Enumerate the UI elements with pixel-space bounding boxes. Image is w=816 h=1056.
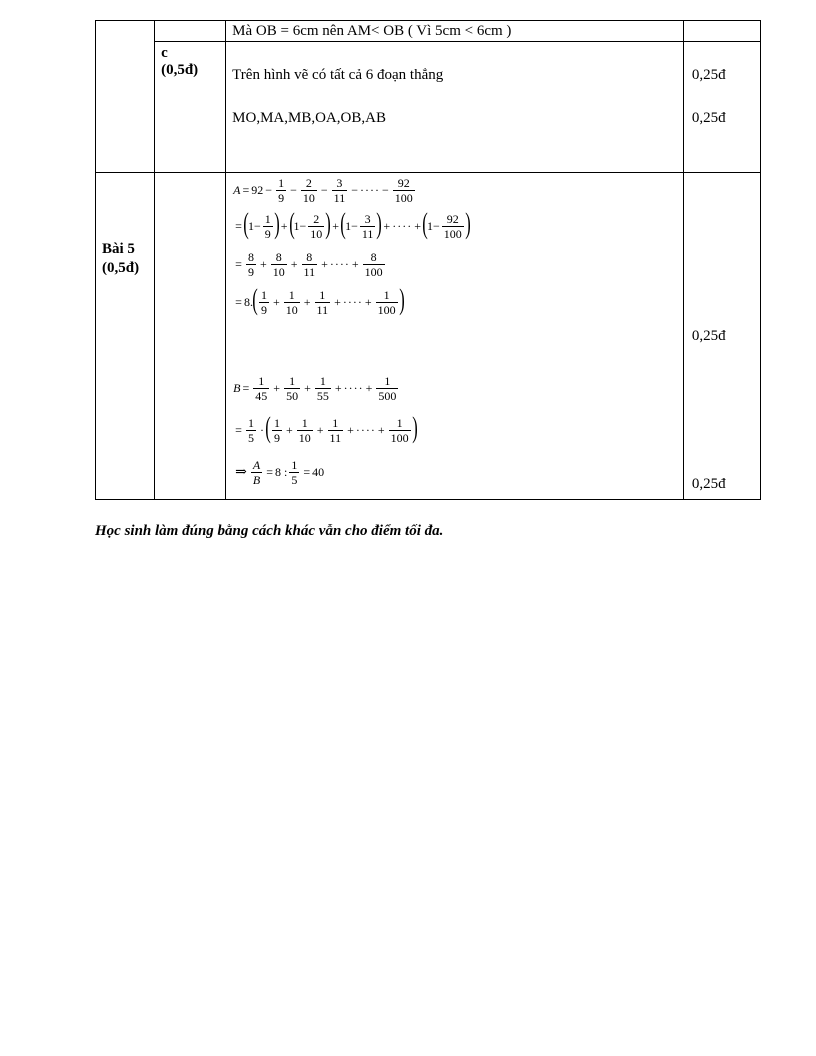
problem-points: (0,5đ) xyxy=(102,260,140,276)
problem-label: Bài 5 xyxy=(102,241,135,257)
score-1: 0,25đ xyxy=(691,67,726,83)
answer-table xyxy=(95,20,761,500)
problem-cell xyxy=(96,173,155,500)
score-cell-empty xyxy=(683,21,760,42)
score-1: 0,25đ xyxy=(691,328,726,344)
equation-line: = 8. ( $\frac{1}{9}$ + $\frac{1}{10}$ + $\frac{1}{11}$ + ···· + $\frac{1}{100}$ ) xyxy=(235,283,405,317)
score-2: 0,25đ xyxy=(691,110,726,126)
part-cell-empty xyxy=(155,173,226,500)
equation-line: B = $\frac{1}{45}$ + $\frac{1}{50}$ + $\frac{1}{55}$ + ···· + $\frac{1}{500}$ xyxy=(233,373,397,403)
answer-line-1: Trên hình vẽ có tất cả 6 đoạn thẳng xyxy=(232,67,444,83)
solution-cell xyxy=(226,173,684,500)
score-2: 0,25đ xyxy=(691,476,726,492)
part-label: c xyxy=(161,45,168,61)
score-cell xyxy=(683,42,760,173)
part-points: (0,5đ) xyxy=(161,62,199,78)
equation-line: = $\frac{1}{5}$ · ( $\frac{1}{9}$ + $\frac{1}{10}$ + $\frac{1}{11}$ + ···· + $\frac{1}{100}$ ) xyxy=(235,411,418,445)
part-cell-empty xyxy=(155,21,226,42)
problem-cell-empty xyxy=(96,21,155,173)
table-row xyxy=(96,173,761,500)
equation-line: = $\frac{8}{9}$ + $\frac{8}{10}$ + $\frac{8}{11}$ + ···· + $\frac{8}{100}$ xyxy=(235,249,383,279)
answer-cell xyxy=(226,42,684,173)
score-cell xyxy=(683,173,760,500)
equation-line: A = 92 − $\frac{1}{9}$ − $\frac{2}{10}$ − $\frac{3}{11}$ − ···· − $\frac{92}{100}$ xyxy=(233,175,413,205)
equation-line: = ( 1− $\frac{1}{9}$ ) + ( 1− $\frac{2}{10}$ ) + ( 1− $\frac{3}{11}$ ) + ···· + ( 1− $\frac{92}{100}$ ) xyxy=(235,207,471,241)
answer-line-2: MO,MA,MB,OA,OB,AB xyxy=(232,110,386,126)
answer-text: Mà OB = 6cm nên AM< OB ( Vì 5cm < 6cm ) xyxy=(232,23,512,39)
table-row xyxy=(96,42,761,173)
equation-line: ⇒ $\frac{A}{B}$ = 8 : $\frac{1}{5}$ = 40 xyxy=(235,457,325,487)
part-cell xyxy=(155,42,226,173)
footer-note: Học sinh làm đúng bằng cách khác vẫn cho điểm tối đa. xyxy=(95,523,444,539)
answer-cell xyxy=(226,21,684,42)
table-row xyxy=(96,21,761,42)
